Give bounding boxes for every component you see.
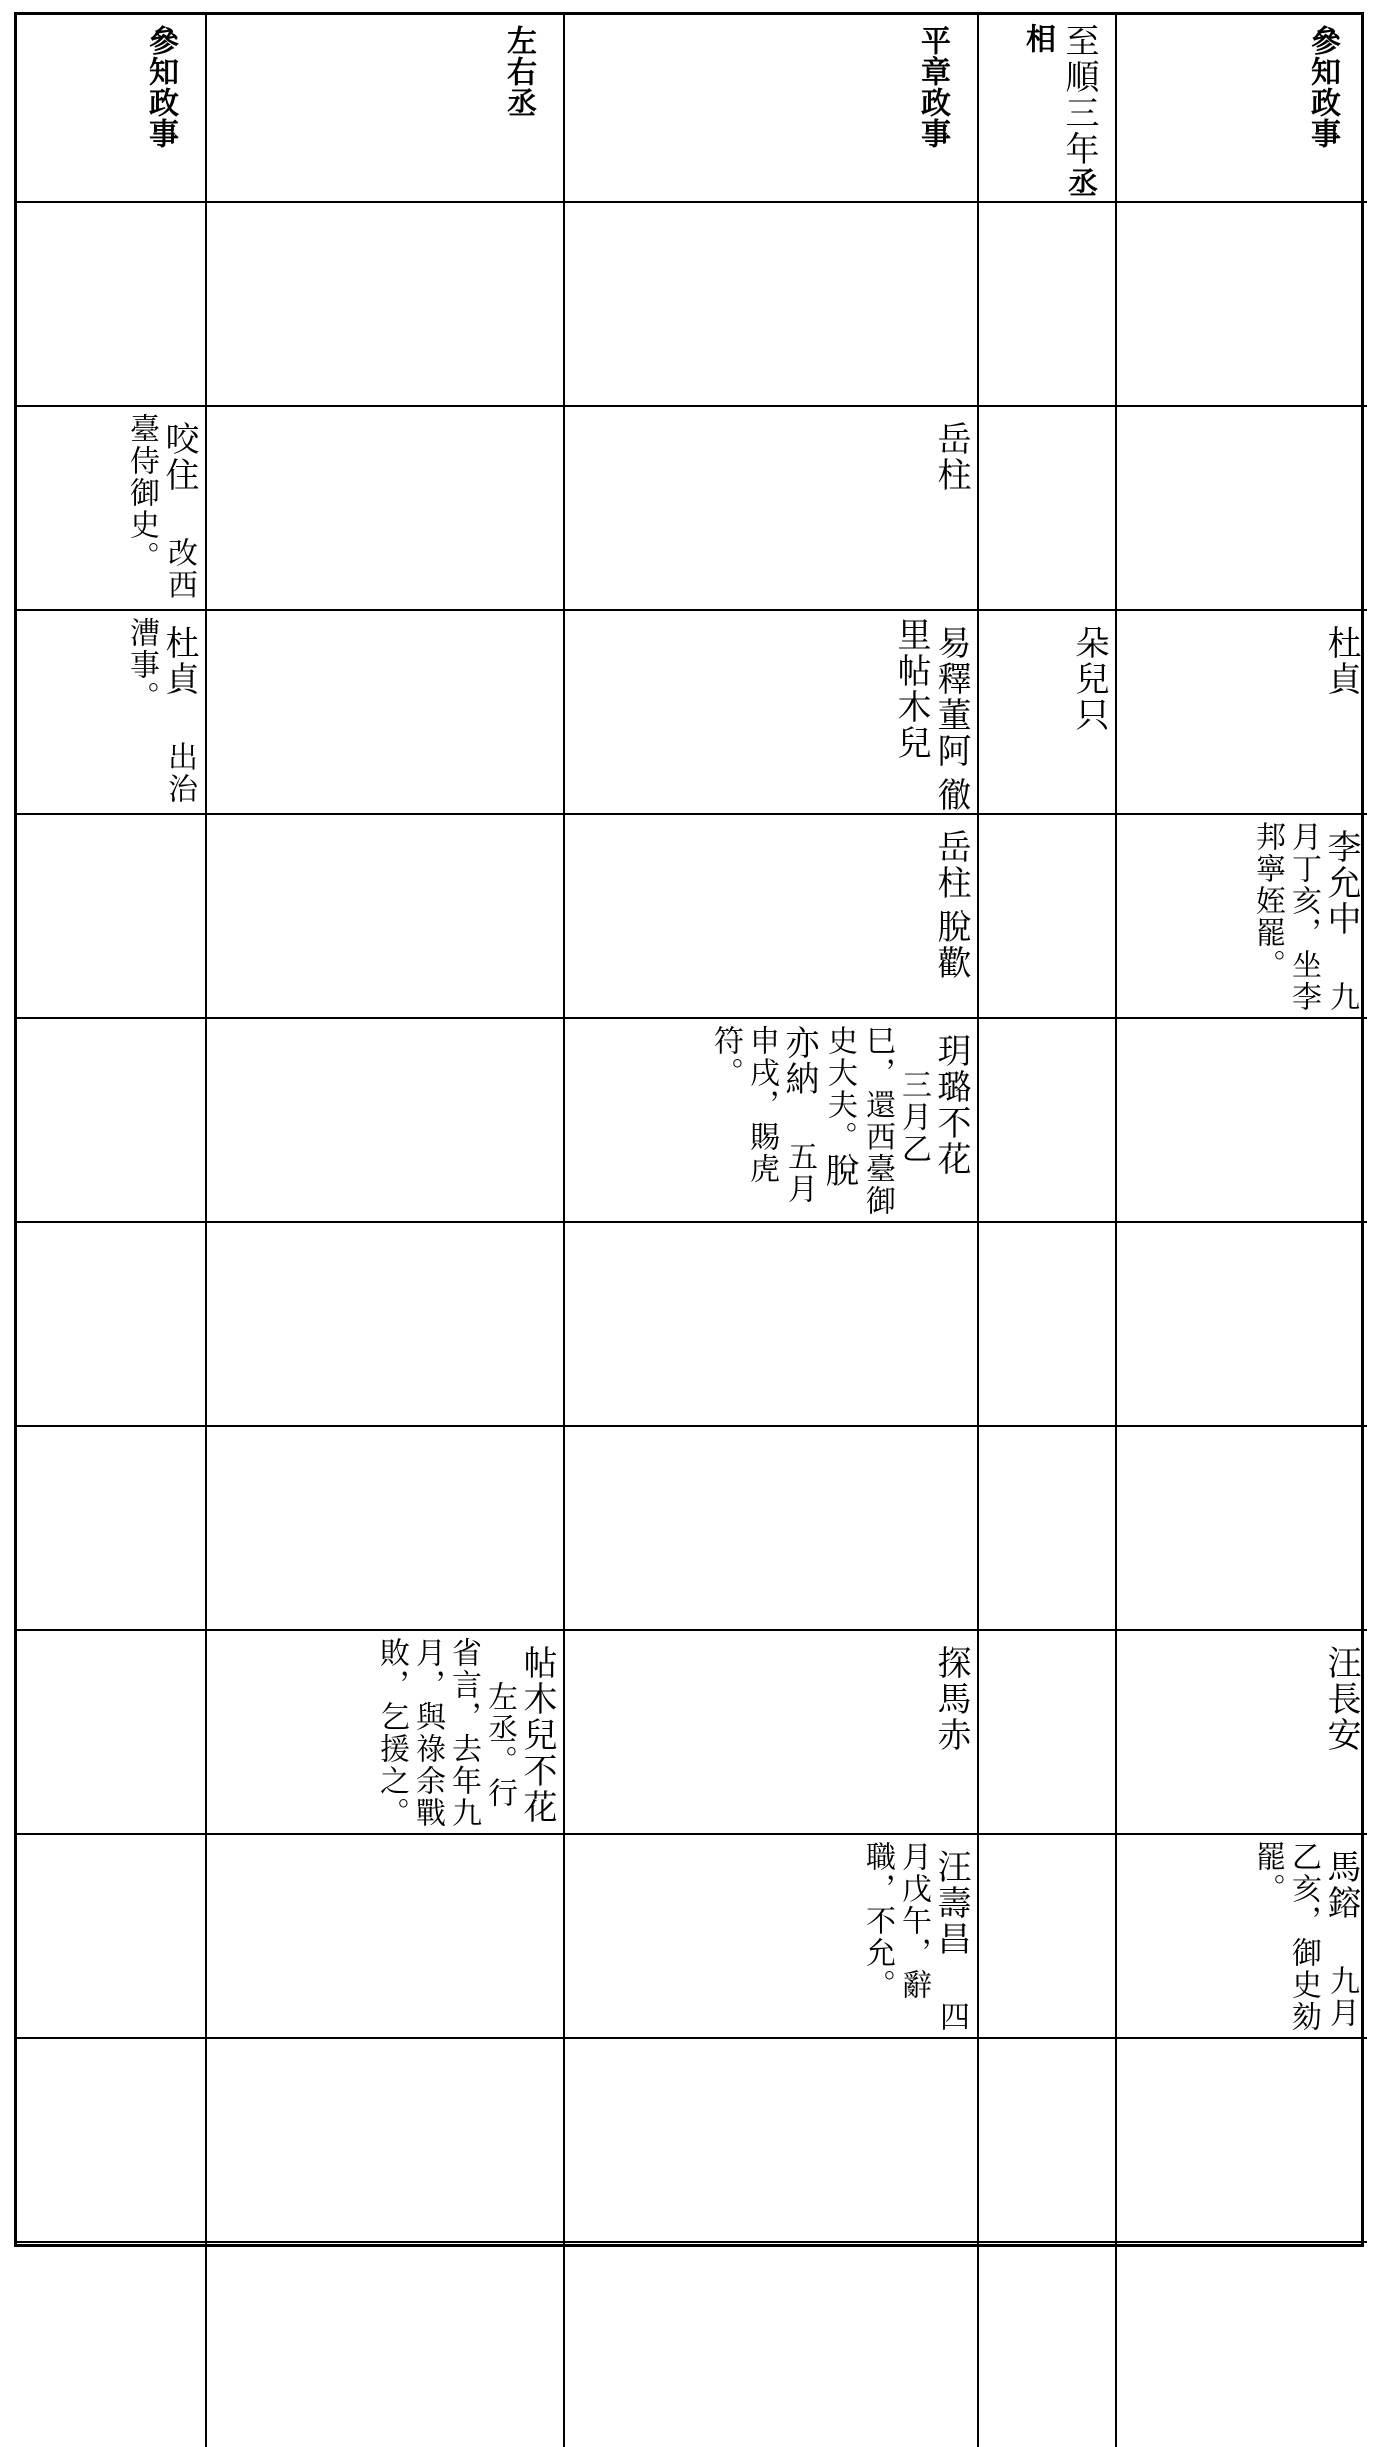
table-cell (979, 611, 1117, 815)
official-note: 左丞。行省言，去年九月，與祿余戰敗，乞援之。 (374, 1637, 517, 1829)
header-chengxiang-title: 丞相 (1020, 23, 1097, 198)
official-note: 改西臺侍御史。 (124, 413, 197, 601)
table-cell (17, 2243, 207, 2447)
table-cell (17, 1223, 207, 1427)
official-note: 九月乙亥，御史劾罷。 (1250, 1841, 1359, 2033)
table-cell (17, 1019, 207, 1223)
table-cell (1117, 203, 1367, 407)
official-name: 探馬赤 (931, 1645, 971, 1753)
official-name: 脫歡 (931, 909, 971, 981)
table-cell (207, 1019, 565, 1223)
official-note: 三月乙巳，還西臺御史大夫。 (822, 1025, 931, 1217)
table-cell (17, 815, 207, 1019)
official-name: 馬鎔 (1321, 1849, 1361, 1921)
table-cell (565, 815, 979, 1019)
table-cell (565, 2243, 979, 2447)
table-cell (565, 1427, 979, 1631)
table-cell (17, 407, 207, 611)
table-cell (207, 611, 565, 815)
table-cell (565, 2039, 979, 2243)
table-cell (207, 1427, 565, 1631)
official-name: 帖木兒不花 (517, 1645, 557, 1825)
table-cell (979, 1223, 1117, 1427)
table-cell (565, 203, 979, 407)
header-col-chengxiang (979, 15, 1117, 203)
official-name: 杜貞 (1321, 625, 1361, 697)
official-name: 朵兒只 (1069, 625, 1109, 733)
official-name: 杜貞 (159, 625, 199, 697)
official-note: 九月丁亥，坐李邦寧姪罷。 (1250, 821, 1359, 1013)
official-name: 汪長安 (1321, 1645, 1361, 1753)
table-cell (1117, 1835, 1367, 2039)
official-note: 出治漕事。 (124, 617, 197, 805)
table-cell (1117, 611, 1367, 815)
table-cell (207, 1223, 565, 1427)
era-label: 至順三年 (1059, 23, 1099, 167)
table-cell (565, 1835, 979, 2039)
table-cell (979, 1019, 1117, 1223)
table-cell (17, 1427, 207, 1631)
table-cell (565, 1631, 979, 1835)
table-cell (17, 2039, 207, 2243)
table-cell (17, 1835, 207, 2039)
table-cell (979, 407, 1117, 611)
table-cell (1117, 1223, 1367, 1427)
chronology-table (14, 12, 1364, 2247)
table-cell (1117, 1631, 1367, 1835)
table-cell (979, 1631, 1117, 1835)
official-name: 徹里帖木兒 (891, 617, 971, 813)
table-cell (979, 1835, 1117, 2039)
table-cell (979, 2243, 1117, 2447)
official-name: 易釋董阿 (931, 625, 971, 769)
table-cell (207, 203, 565, 407)
table-cell (207, 2243, 565, 2447)
header-col-canzhi-left: 參知政事 (17, 15, 207, 203)
table-cell (1117, 2039, 1367, 2243)
official-name: 岳柱 (931, 829, 971, 901)
table-cell (1117, 1019, 1367, 1223)
table-cell (1117, 815, 1367, 1019)
header-col-pingzhang: 平章政事 (565, 15, 979, 203)
table-cell (207, 2039, 565, 2243)
table-cell (207, 407, 565, 611)
table-cell (979, 203, 1117, 407)
table-cell (17, 203, 207, 407)
table-cell (1117, 1427, 1367, 1631)
table-cell (1117, 407, 1367, 611)
table-cell (565, 1223, 979, 1427)
official-note: 五月申戌，賜虎符。 (708, 1025, 817, 1205)
table-cell (979, 815, 1117, 1019)
table-cell (17, 611, 207, 815)
table-cell (207, 1631, 565, 1835)
table-cell (17, 1631, 207, 1835)
table-cell (979, 1427, 1117, 1631)
official-name: 李允中 (1321, 829, 1361, 937)
table-cell (207, 815, 565, 1019)
official-name: 咬住 (159, 421, 199, 493)
official-name: 玥璐不花 (931, 1033, 971, 1177)
table-cell (565, 1019, 979, 1223)
table-cell (565, 611, 979, 815)
official-name: 岳柱 (931, 421, 971, 493)
official-name: 汪壽昌 (931, 1849, 971, 1957)
table-cell (565, 407, 979, 611)
table-cell (979, 2039, 1117, 2243)
official-note: 四月戊午，辭職，不允。 (860, 1841, 969, 2033)
official-name: 脫亦納 (779, 1025, 859, 1189)
header-col-zuoyoucheng: 左右丞 (207, 15, 565, 203)
table-cell (1117, 2243, 1367, 2447)
table-cell (207, 1835, 565, 2039)
header-col-canzhi-right: 參知政事 (1117, 15, 1367, 203)
